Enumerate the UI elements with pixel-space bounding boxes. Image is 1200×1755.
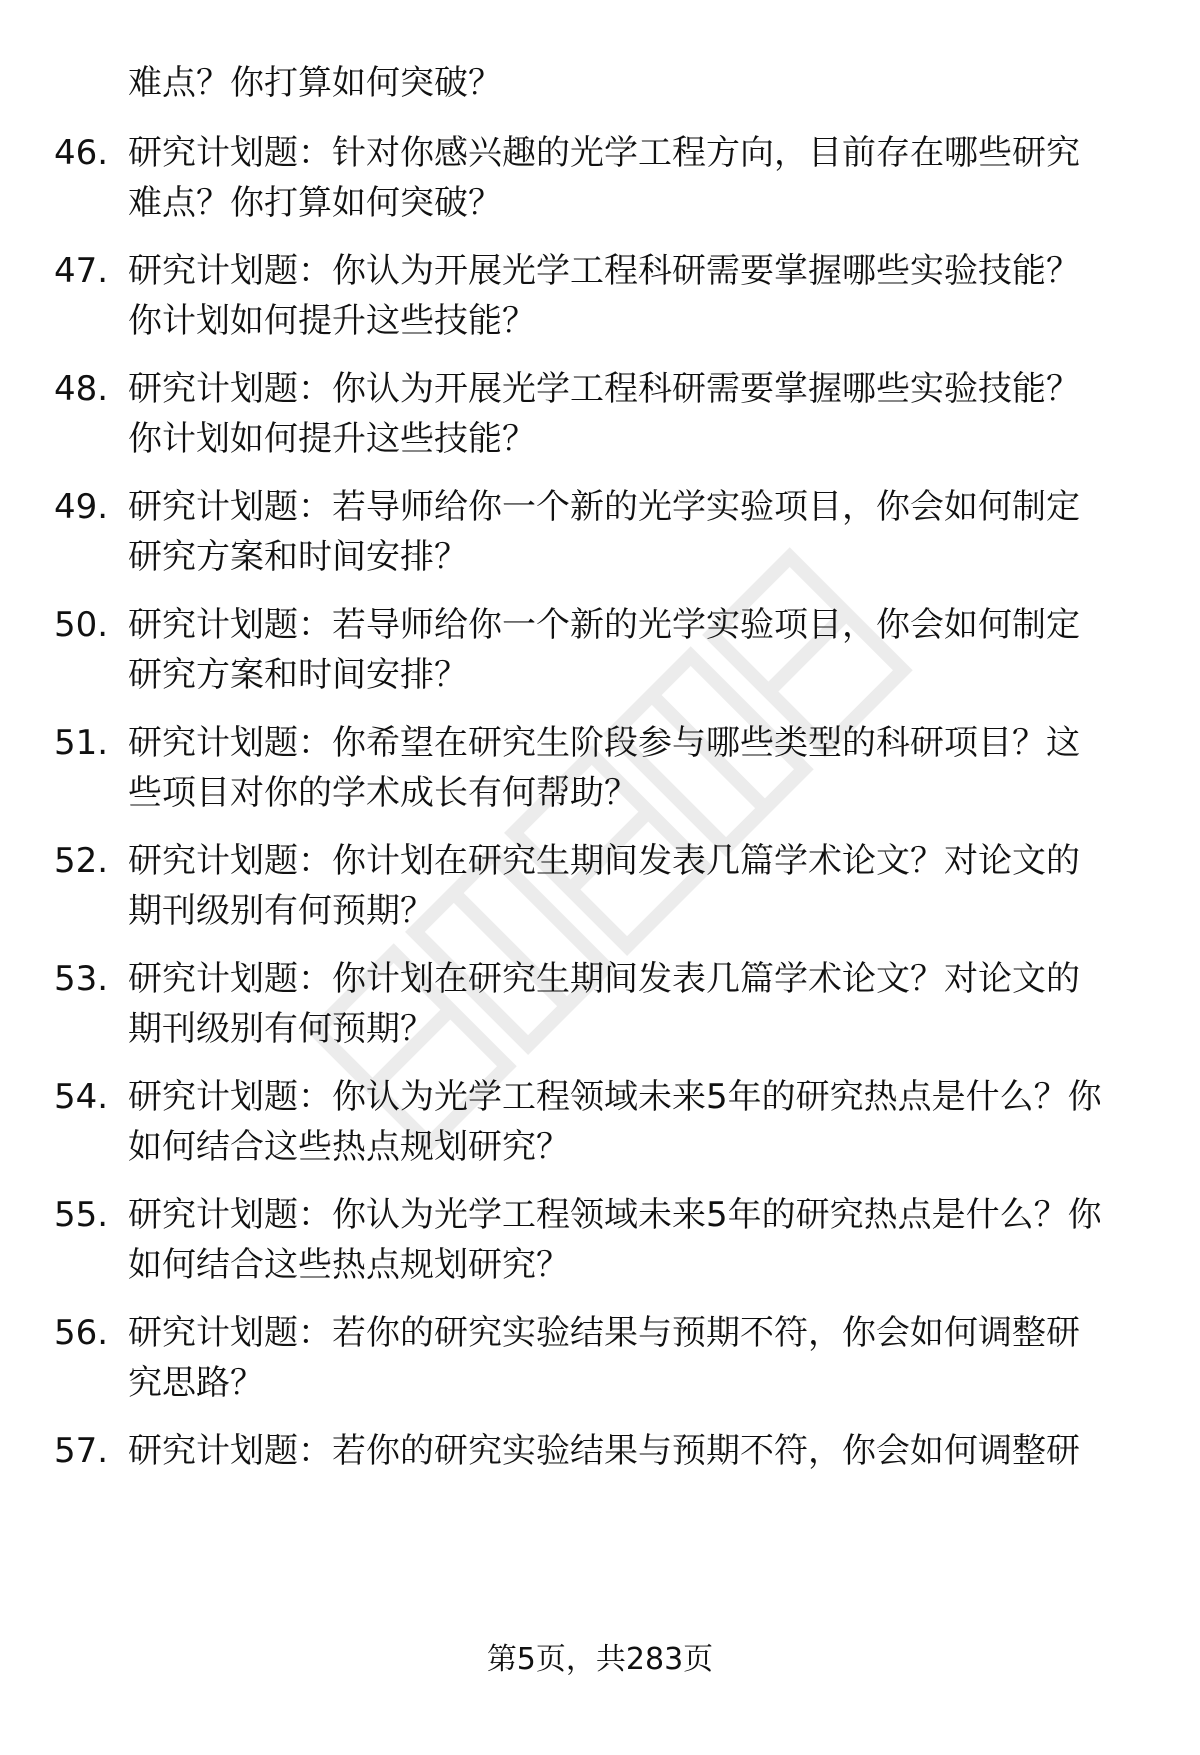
question-item bbox=[0, 600, 1200, 700]
question-text-line1: 研究计划题：你认为开展光学工程科研需要掌握哪些实验技能？ bbox=[128, 369, 1080, 409]
question-text-line1: 研究计划题：若导师给你一个新的光学实验项目，你会如何制定 bbox=[128, 605, 1080, 645]
question-item bbox=[0, 1190, 1200, 1290]
question-item bbox=[0, 954, 1200, 1054]
question-text-line2: 期刊级别有何预期？ bbox=[128, 1009, 434, 1049]
question-text-line1: 研究计划题：针对你感兴趣的光学工程方向，目前存在哪些研究 bbox=[128, 133, 1080, 173]
question-number: 52. bbox=[54, 841, 109, 881]
question-text-line1: 研究计划题：你计划在研究生期间发表几篇学术论文？对论文的 bbox=[128, 959, 1080, 999]
question-text-line2: 你计划如何提升这些技能？ bbox=[128, 419, 536, 459]
question-item bbox=[0, 482, 1200, 582]
question-item bbox=[0, 718, 1200, 818]
question-item bbox=[0, 1426, 1200, 1526]
question-text-line2: 研究方案和时间安排？ bbox=[128, 655, 468, 695]
question-number: 48. bbox=[54, 369, 109, 409]
question-item bbox=[0, 1308, 1200, 1408]
question-number: 47. bbox=[54, 251, 109, 291]
question-text-line2: 难点？你打算如何突破？ bbox=[128, 183, 502, 223]
question-text-line2: 些项目对你的学术成长有何帮助？ bbox=[128, 773, 638, 813]
question-text-line1: 研究计划题：你认为开展光学工程科研需要掌握哪些实验技能？ bbox=[128, 251, 1080, 291]
question-item bbox=[0, 364, 1200, 464]
question-text-line1: 研究计划题：若你的研究实验结果与预期不符，你会如何调整研 bbox=[128, 1313, 1080, 1353]
question-number: 53. bbox=[54, 959, 109, 999]
question-item bbox=[0, 246, 1200, 346]
question-text-line2: 如何结合这些热点规划研究？ bbox=[128, 1245, 570, 1285]
question-number: 49. bbox=[54, 487, 109, 527]
question-number: 51. bbox=[54, 723, 109, 763]
question-text-line1: 研究计划题：你计划在研究生期间发表几篇学术论文？对论文的 bbox=[128, 841, 1080, 881]
question-item bbox=[0, 836, 1200, 936]
question-text-line1: 研究计划题：你认为光学工程领域未来5年的研究热点是什么？你 bbox=[128, 1195, 1102, 1235]
question-number: 50. bbox=[54, 605, 109, 645]
question-text-line2: 期刊级别有何预期？ bbox=[128, 891, 434, 931]
question-text-line2: 你计划如何提升这些技能？ bbox=[128, 301, 536, 341]
question-text-line1: 研究计划题：若导师给你一个新的光学实验项目，你会如何制定 bbox=[128, 487, 1080, 527]
question-number: 57. bbox=[54, 1431, 109, 1471]
question-text-line1: 研究计划题：若你的研究实验结果与预期不符，你会如何调整研 bbox=[128, 1431, 1080, 1471]
page-footer: 第5页，共283页 bbox=[486, 1642, 714, 1677]
question-text-line1: 研究计划题：你认为光学工程领域未来5年的研究热点是什么？你 bbox=[128, 1077, 1102, 1117]
question-number: 46. bbox=[54, 133, 109, 173]
question-number: 55. bbox=[54, 1195, 109, 1235]
question-item bbox=[0, 128, 1200, 228]
continuation-text: 难点？你打算如何突破？ bbox=[128, 63, 502, 103]
question-item bbox=[0, 1072, 1200, 1172]
question-text-line2: 究思路？ bbox=[128, 1363, 264, 1403]
question-text-line2: 研究方案和时间安排？ bbox=[128, 537, 468, 577]
question-text-line2: 如何结合这些热点规划研究？ bbox=[128, 1127, 570, 1167]
question-text-line1: 研究计划题：你希望在研究生阶段参与哪些类型的科研项目？这 bbox=[128, 723, 1080, 763]
question-number: 54. bbox=[54, 1077, 109, 1117]
question-number: 56. bbox=[54, 1313, 109, 1353]
